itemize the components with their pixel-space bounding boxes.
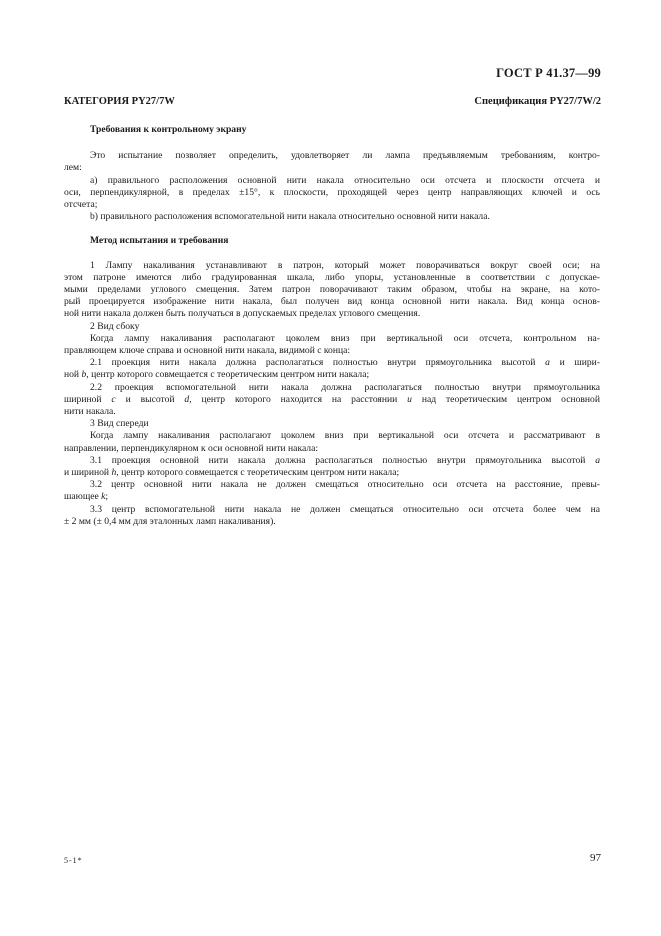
text-line: отсчета; [64, 199, 98, 211]
text-line [64, 369, 600, 381]
variable-a: a [595, 454, 600, 466]
subheading-front-view: 3 Вид спереди [90, 418, 149, 430]
text-run: ; [105, 491, 109, 503]
text-line: этом патроне имеются либо градуированная шкала, либо упоры, установленные в соответствии с допускае- [64, 271, 600, 283]
variable-a: a [545, 357, 550, 369]
text-line [64, 394, 600, 406]
text-line: направлении, перпендикулярном к оси основной нити накала: [64, 442, 319, 454]
text-line: ± 2 мм (± 0,4 мм для эталонных ламп накаливания). [64, 515, 276, 527]
variable-h: h [111, 467, 117, 479]
text-line [64, 455, 600, 467]
section-heading-test-method: Метод испытания и требования [90, 235, 229, 247]
text-line: правляющем ключе справа и основной нити накала, видимой с конца: [64, 345, 351, 357]
text-line: 1 Лампу накаливания устанавливают в патрон, который может поворачиваться вокруг своей оси; на [90, 259, 600, 271]
text-run: над теоретическим центром основной [421, 393, 600, 405]
text-line [64, 491, 600, 503]
paragraph-3-1 [64, 455, 600, 479]
variable-b: b [81, 369, 87, 381]
variable-u: u [407, 393, 412, 405]
text-run: ной [64, 369, 80, 381]
paragraph-3-2 [64, 479, 600, 503]
paragraph-2-2 [64, 382, 600, 419]
text-run: и шириной [64, 467, 110, 479]
paragraph-1 [64, 260, 600, 321]
paragraph-item-a [64, 175, 600, 212]
variable-k: k [101, 491, 106, 503]
section-heading-screen-requirements: Требования к контрольному экрану [90, 124, 247, 135]
text-run: и шири- [559, 357, 600, 369]
standard-number: ГОСТ Р 41.37—99 [496, 66, 601, 80]
variable-c: c [111, 393, 116, 405]
paragraph-3-3 [64, 504, 600, 528]
paragraph-intro [64, 150, 600, 174]
text-line: Это испытание позволяет определить, удовлетворяет ли лампа предъявляемым требованиям, контро- [90, 150, 600, 162]
paragraph-item-b [64, 211, 600, 223]
specification-label: Спецификация PY27/7W/2 [474, 96, 601, 107]
text-line: нити накала. [64, 406, 116, 418]
text-run: 3.1 проекция основной нити накала должна располагаться полностью внутри прямоугольника высотой [90, 454, 586, 466]
lamp-category: КАТЕГОРИЯ PY27/7W [64, 96, 175, 107]
text-line: лем: [64, 162, 82, 174]
text-line: 2.2 проекция вспомогательной нити накала должна располагаться полностью внутри прямоугольника [90, 381, 600, 393]
text-line: рый проецируется изображение нити накала, был получен вид конца основной нити накала. Вид конца основ- [64, 296, 600, 308]
text-line [64, 467, 600, 479]
text-line [64, 357, 600, 369]
print-signature-mark: 5-1* [64, 856, 83, 865]
text-run: шириной [64, 393, 102, 405]
document-body [64, 118, 600, 528]
text-line: Когда лампу накаливания располагают цоколем вниз при вертикальной оси отсчета и рассматривают в [90, 430, 600, 442]
text-run: , центр которого совмещается с теоретическим центром нити накала; [86, 369, 370, 381]
text-run: шающее [64, 491, 99, 503]
text-line: ной нити накала должен быть получаться в допускаемых пределах углового смещения. [64, 308, 421, 320]
text-line: а) правильного расположения основной нити накала относительно оси отсчета и плоскости отсчета и [90, 174, 600, 186]
text-run: 2.1 проекция нити накала должна располагаться полностью внутри прямоугольника высотой [90, 357, 536, 369]
text-run: , центр которого совмещается с теоретическим центром нити накала; [116, 467, 400, 479]
text-line: 3.2 центр основной нити накала не должен смещаться относительно оси отсчета на расстояние, превы- [90, 479, 600, 491]
text-run: и высотой [125, 393, 175, 405]
text-line: Когда лампу накаливания располагают цоколем вниз при вертикальной оси отсчета, контрольном на- [90, 332, 600, 344]
text-line: 3.3 центр вспомогательной нити накала не должен смещаться относительно оси отсчета более чем на [90, 503, 600, 515]
subheading-side-view: 2 Вид сбоку [90, 320, 140, 332]
text-line: b) правильного расположения вспомогательной нити накала относительно основной нити накала. [90, 211, 490, 223]
paragraph-front-view [64, 430, 600, 454]
text-line: оси, перпендикулярной, в пределах ±15°, к плоскости, проходящей через центр направляющих ключей и ось [64, 186, 600, 198]
text-run: , центр которого находится на расстоянии [189, 393, 398, 405]
text-line: мыми пределами углового смещения. Затем патрон поворачивают таким образом, чтобы на экране, на кото- [64, 284, 600, 296]
page-number: 97 [590, 852, 601, 864]
paragraph-side-view [64, 333, 600, 357]
paragraph-2-1 [64, 357, 600, 381]
variable-d: d [184, 393, 190, 405]
